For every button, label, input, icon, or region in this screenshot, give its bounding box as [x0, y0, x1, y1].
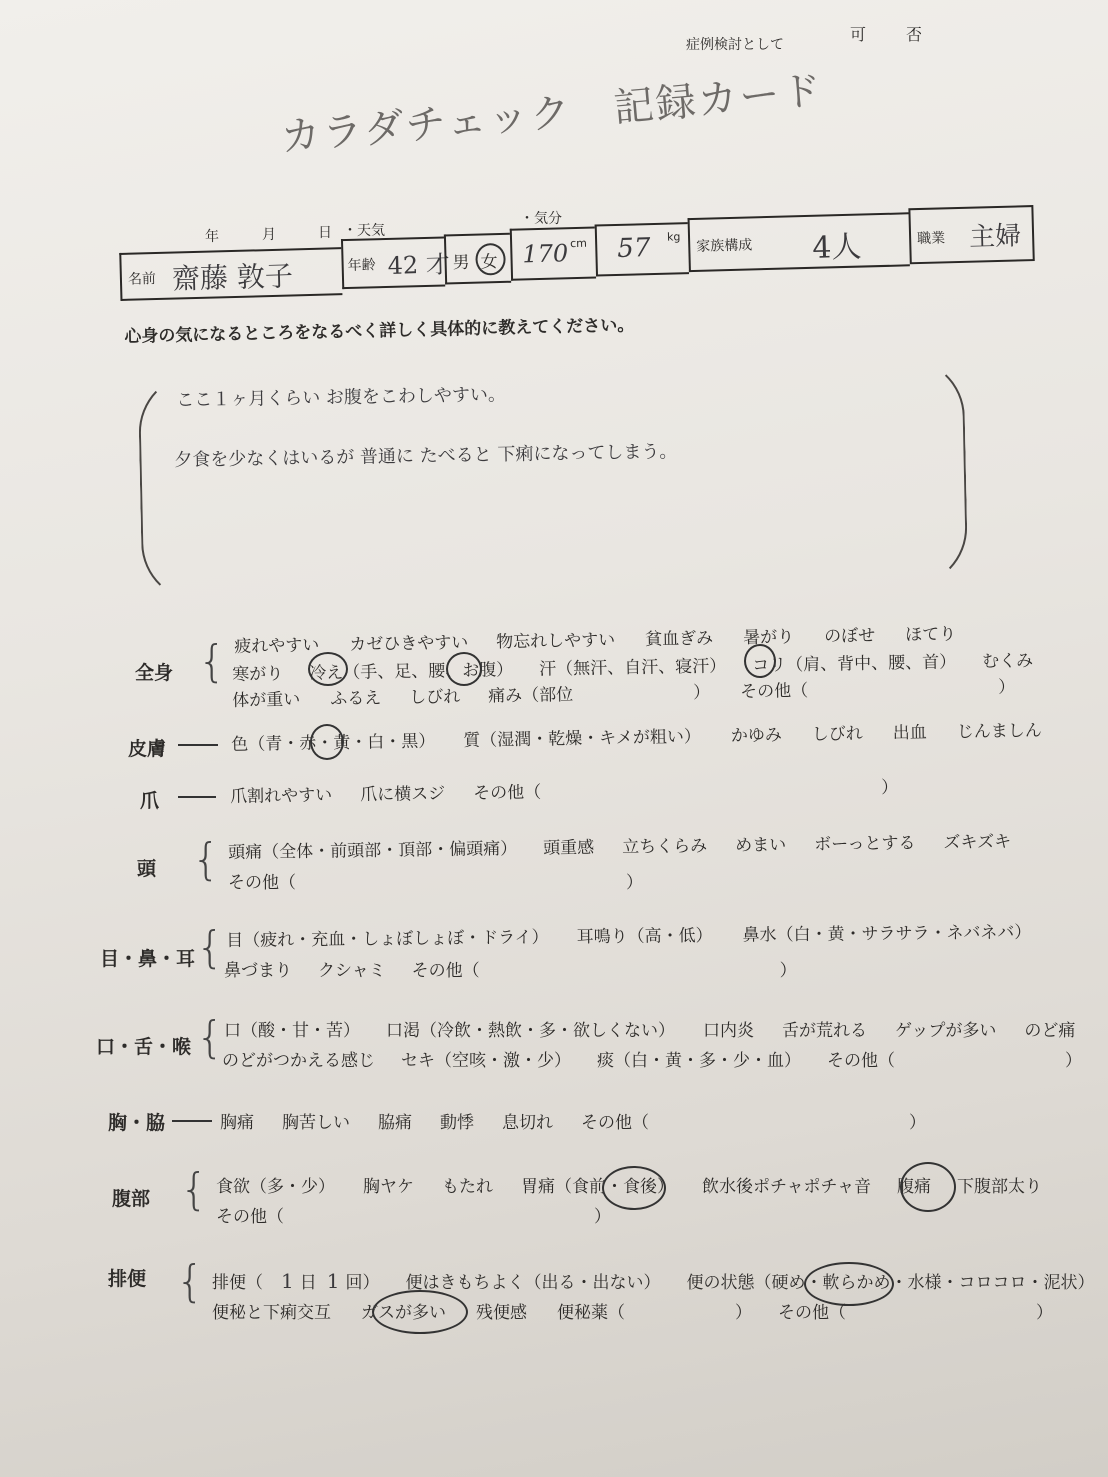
notes-line-1: ここ１ヶ月くらい お腹をこわしやすい。 [176, 384, 507, 411]
notes-prompt: 心身の気になるところをなるべく詳しく具体的に教えてください。 [124, 315, 635, 347]
symptom-item: その他（ [228, 873, 296, 893]
weight-cell [595, 222, 689, 276]
symptom-item: 便はきもちよく（出る・出ない） [405, 1273, 661, 1293]
symptom-item: 貧血ぎみ [645, 628, 714, 650]
date-year-label: 年 [205, 229, 219, 245]
brace-haiben: { [176, 1256, 204, 1307]
symptom-item: のど痛 [1024, 1021, 1076, 1041]
symptom-item: もたれ [442, 1177, 493, 1197]
symptom-item: ボーっとする [814, 833, 916, 855]
symptom-item: 目（疲れ・充血・しょぼしょぼ・ドライ） [226, 927, 549, 951]
symptom-item: 便秘と下痢交互 [212, 1303, 331, 1323]
section-label-zenshin: 全身 [135, 662, 174, 684]
symptom-item: かゆみ [730, 725, 783, 747]
gender-male: 男 [452, 252, 470, 274]
symptom-item: セキ（空咳・激・少） [401, 1051, 571, 1071]
section-label-fukubu: 腹部 [112, 1188, 151, 1210]
circle-kata [744, 644, 776, 678]
section-label-haiben: 排便 [108, 1268, 147, 1290]
symptom-item: 体が重い [232, 689, 301, 711]
kuchi-row-1 [224, 1016, 1075, 1041]
symptom-item: 胸苦しい [282, 1113, 350, 1133]
section-label-kuchi: 口・舌・喉 [96, 1036, 192, 1058]
symptom-item: 便秘薬（ [557, 1303, 625, 1323]
symptom-item: ） [594, 1207, 611, 1227]
case-review-yes: 可 [850, 25, 867, 44]
haiben-row-2 [212, 1298, 1053, 1323]
haiben-row-1 [212, 1268, 1094, 1293]
case-review-no: 否 [906, 25, 923, 44]
symptom-item: 冷え（手、足、腰、お腹） [309, 660, 514, 684]
symptom-item: じんましん [956, 720, 1042, 743]
date-day-label: 日 [318, 225, 332, 241]
symptom-item: めまい [735, 835, 787, 856]
brace-atama: { [192, 834, 220, 885]
symptom-item: 汗（無汗、自汗、寝汗） [539, 656, 727, 680]
symptom-item: 鼻水（白・黄・サラサラ・ネバネバ） [742, 922, 1032, 946]
mood-label: ・気分 [520, 211, 562, 227]
symptom-item: 飲水後ポチャポチャ音 [702, 1177, 871, 1197]
connector-tsume [178, 796, 216, 798]
symptom-item: しびれ [409, 687, 461, 708]
name-cell [119, 247, 342, 301]
section-label-mehanamimi: 目・鼻・耳 [100, 948, 196, 970]
symptom-item: 回） [345, 1273, 380, 1293]
symptom-item: 胃痛（食前・食後） [521, 1177, 674, 1197]
job-cell [908, 205, 1034, 264]
section-label-mune: 胸・脇 [108, 1112, 166, 1134]
section-label-tsume: 爪 [140, 790, 160, 812]
symptom-item: 立ちくらみ [622, 836, 708, 858]
handwritten-value: 1 [326, 1269, 340, 1293]
symptom-item: 脇痛 [378, 1113, 412, 1133]
symptom-item: 口内炎 [703, 1021, 754, 1041]
fukubu-row-2 [216, 1202, 611, 1227]
symptom-item: 胸痛 [220, 1113, 254, 1133]
atama-row-1 [228, 827, 1011, 863]
symptom-item: 頭痛（全体・前頭部・頂部・偏頭痛） [228, 838, 518, 863]
job-value: 主婦 [968, 221, 1022, 253]
symptom-item: 食欲（多・少） [216, 1177, 335, 1197]
symptom-item: ガスが多い [361, 1303, 446, 1323]
symptom-item: 爪割れやすい [230, 785, 333, 807]
connector-hifu [178, 744, 218, 746]
circle-fukutsu [900, 1162, 956, 1212]
symptom-item: その他（ [581, 1113, 649, 1133]
symptom-item: ） [1065, 1051, 1082, 1071]
profile-table [118, 181, 1035, 301]
symptom-item: しびれ [811, 723, 864, 745]
symptom-item: 痛み（部位 [488, 685, 574, 707]
section-label-hifu: 皮膚 [128, 738, 167, 760]
symptom-item: 動悸 [440, 1113, 474, 1133]
symptom-item: ） [779, 961, 797, 981]
weight-value: 57 [616, 233, 651, 264]
symptom-item: 腹痛 [896, 1177, 931, 1197]
circle-hie [308, 652, 348, 686]
gender-female: 女 [480, 252, 498, 273]
case-review-label: 症例検討として [686, 37, 784, 53]
family-label: 家族構成 [696, 237, 753, 255]
symptom-item: のどがつかえる感じ [222, 1051, 375, 1071]
symptom-item: 胸ヤケ [363, 1177, 414, 1197]
height-value: 170 [522, 239, 569, 269]
symptom-item: むくみ [981, 651, 1034, 672]
symptom-item: ） [693, 682, 711, 703]
connector-mune [172, 1120, 212, 1122]
symptom-item: ふるえ [330, 688, 382, 710]
symptom-item: ズキズキ [943, 832, 1012, 854]
symptom-item: ） [881, 777, 899, 798]
symptom-item: 排便（ [212, 1273, 263, 1293]
symptom-item: 日 [299, 1273, 317, 1293]
symptom-item: 耳鳴り（高・低） [576, 925, 713, 948]
symptom-item: その他（ [216, 1207, 284, 1227]
symptom-item: のぼせ [823, 625, 876, 647]
brace-fukubu: { [180, 1164, 208, 1215]
mehanamimi-row-2 [224, 956, 797, 981]
symptom-item: カゼひきやすい [349, 632, 469, 655]
symptom-item: ） [997, 677, 1016, 698]
symptom-item: 疲れやすい [234, 635, 320, 657]
symptom-item: 鼻づまり [224, 961, 292, 981]
symptom-item: その他（ [411, 961, 480, 981]
symptom-item: 口（酸・甘・苦） [224, 1021, 360, 1041]
symptom-item: ） [626, 873, 643, 893]
symptom-item: 色（青・赤・黄・白・黒） [231, 731, 436, 755]
notes-line-2: 夕食を少なくはいるが 普通に たべると 下痢になってしまう。 [174, 441, 678, 471]
height-unit: cm [569, 236, 588, 251]
tsume-row [230, 773, 898, 807]
symptom-item: その他（ [778, 1303, 846, 1323]
age-cell [341, 236, 451, 289]
handwritten-value: 1 [281, 1269, 294, 1293]
symptom-item: 残便感 [476, 1303, 527, 1323]
symptom-item: ） [1036, 1303, 1053, 1323]
symptom-item: 質（湿潤・乾燥・キメが粗い） [463, 726, 702, 751]
symptom-item: 痰（白・黄・多・少・血） [597, 1051, 801, 1071]
date-month-label: 月 [262, 227, 276, 243]
brace-mehanamimi: { [196, 922, 224, 973]
height-cell [510, 227, 596, 281]
age-label: 年齢 [347, 257, 376, 275]
brace-kuchi: { [196, 1012, 224, 1063]
symptom-item: その他（ [473, 782, 542, 804]
circle-shokugo [602, 1166, 666, 1210]
symptom-item: 便の状態（硬め・軟らかめ・水様・コロコロ・泥状） [686, 1273, 1095, 1293]
circle-gas [372, 1290, 468, 1334]
page-title: カラダチェック 記録カード [278, 67, 826, 161]
mune-row [220, 1108, 926, 1133]
section-label-atama: 頭 [137, 858, 157, 880]
age-value: 42 才 [387, 250, 451, 280]
name-label: 名前 [127, 271, 157, 288]
hifu-row [231, 716, 1042, 755]
mehanamimi-row-1 [226, 918, 1031, 951]
weight-unit: kg [666, 230, 681, 244]
symptom-item: 下腹部太り [956, 1177, 1042, 1197]
weather-label: ・天気 [343, 223, 385, 239]
symptom-item: 舌が荒れる [782, 1021, 867, 1041]
job-label: 職業 [916, 230, 946, 248]
symptom-item: 息切れ [502, 1113, 553, 1133]
family-value: 4人 [811, 229, 862, 266]
symptom-item: 物忘れしやすい [496, 630, 616, 653]
symptom-item: ほてり [904, 624, 957, 646]
symptom-item: ） [909, 1113, 926, 1133]
symptom-item: 寒がり [232, 664, 284, 685]
symptom-item: その他（ [827, 1051, 895, 1071]
symptom-item: コリ（肩、背中、腰、首） [752, 652, 957, 676]
brace-zenshin: { [198, 636, 226, 687]
circle-ki [310, 724, 344, 760]
name-value: 齋藤 敦子 [171, 259, 294, 296]
symptom-item: 頭重感 [543, 837, 595, 859]
symptom-item: クシャミ [318, 961, 386, 981]
symptom-item: 口渇（冷飲・熱飲・多・欲しくない） [386, 1021, 675, 1041]
gender-cell [444, 233, 511, 285]
female-selected-circle [475, 243, 506, 276]
symptom-item: 暑がり [743, 627, 795, 649]
family-cell [688, 212, 910, 272]
symptom-item: 爪に横スジ [360, 783, 446, 806]
symptom-item: 出血 [892, 722, 928, 744]
symptom-item: ） [735, 1303, 752, 1323]
kuchi-row-2 [222, 1046, 1082, 1071]
atama-row-2 [228, 868, 643, 893]
symptom-item: ゲップが多い [895, 1021, 997, 1041]
symptom-item: その他（ [740, 680, 809, 703]
